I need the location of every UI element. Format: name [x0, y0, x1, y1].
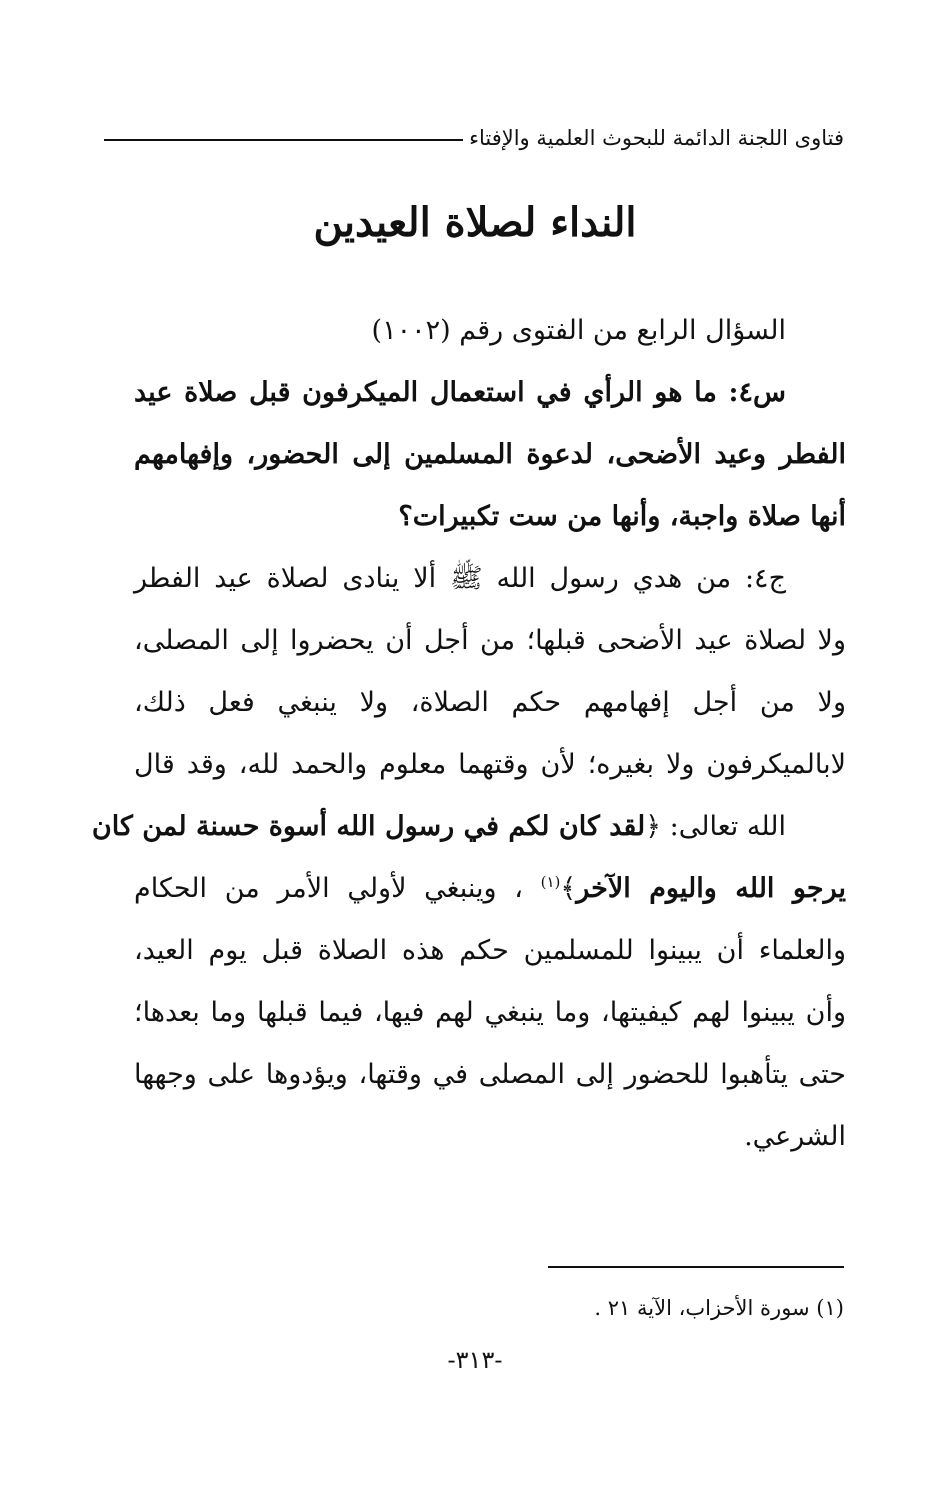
question-line-2: الفطر وعيد الأضحى، لدعوة المسلمين إلى الحضور، وإفهامهم: [134, 439, 846, 470]
page-number: -٣١٣-: [447, 1346, 503, 1374]
question-line-1: س٤: ما هو الرأي في استعمال الميكرفون قبل صلاة عيد: [134, 377, 786, 408]
page-title: النداء لصلاة العيدين: [313, 199, 637, 246]
answer-line-4: لابالميكرفون ولا بغيره؛ لأن وقتهما معلوم والحمد لله، وقد قال: [134, 749, 846, 780]
answer-line-6: [134, 858, 846, 920]
running-header-rule: [104, 139, 463, 141]
answer-line-9: حتى يتأهبوا للحضور إلى المصلى في وقتها، ويؤدوها على وجهها: [134, 1059, 846, 1090]
answer-line-1: ج٤: من هدي رسول الله ﷺ ألا ينادى لصلاة عيد الفطر: [134, 563, 786, 594]
quran-quote-close: ﴾: [560, 873, 577, 904]
answer-line-10: الشرعي.: [744, 1121, 846, 1152]
question-reference: السؤال الرابع من الفتوى رقم (١٠٠٢): [371, 315, 786, 346]
answer-line-3: ولا من أجل إفهامهم حكم الصلاة، ولا ينبغي فعل ذلك،: [134, 687, 846, 718]
answer-line-2: ولا لصلاة عيد الأضحى قبلها؛ من أجل أن يحضروا إلى المصلى،: [134, 625, 846, 656]
answer-line-5: [91, 796, 846, 858]
answer-line-6-rest: ، وينبغي لأولي الأمر من الحكام: [134, 873, 523, 904]
footnote-marker: (١): [540, 873, 561, 891]
answer-line-7: والعلماء أن يبينوا للمسلمين حكم هذه الصلاة قبل يوم العيد،: [134, 935, 846, 966]
fatwa-body: [91, 300, 846, 1168]
footnote: (١) سورة الأحزاب، الآية ٢١ .: [594, 1296, 844, 1320]
quran-quote-part-2: يرجو الله واليوم الآخر: [576, 873, 846, 904]
question-line-3: أنها صلاة واجبة، وأنها من ست تكبيرات؟: [398, 501, 846, 532]
quran-quote-part-1: لقد كان لكم في رسول الله أسوة حسنة لمن كان: [91, 811, 646, 842]
answer-line-8: وأن يبينوا لهم كيفيتها، وما ينبغي لهم فيها، فيما قبلها وما بعدها؛: [134, 997, 846, 1028]
running-header-text: فتاوى اللجنة الدائمة للبحوث العلمية والإفتاء: [469, 126, 844, 150]
footnote-rule: [548, 1266, 844, 1268]
running-header: [104, 118, 844, 158]
quran-quote-open: الله تعالى: ﴿: [645, 811, 786, 842]
